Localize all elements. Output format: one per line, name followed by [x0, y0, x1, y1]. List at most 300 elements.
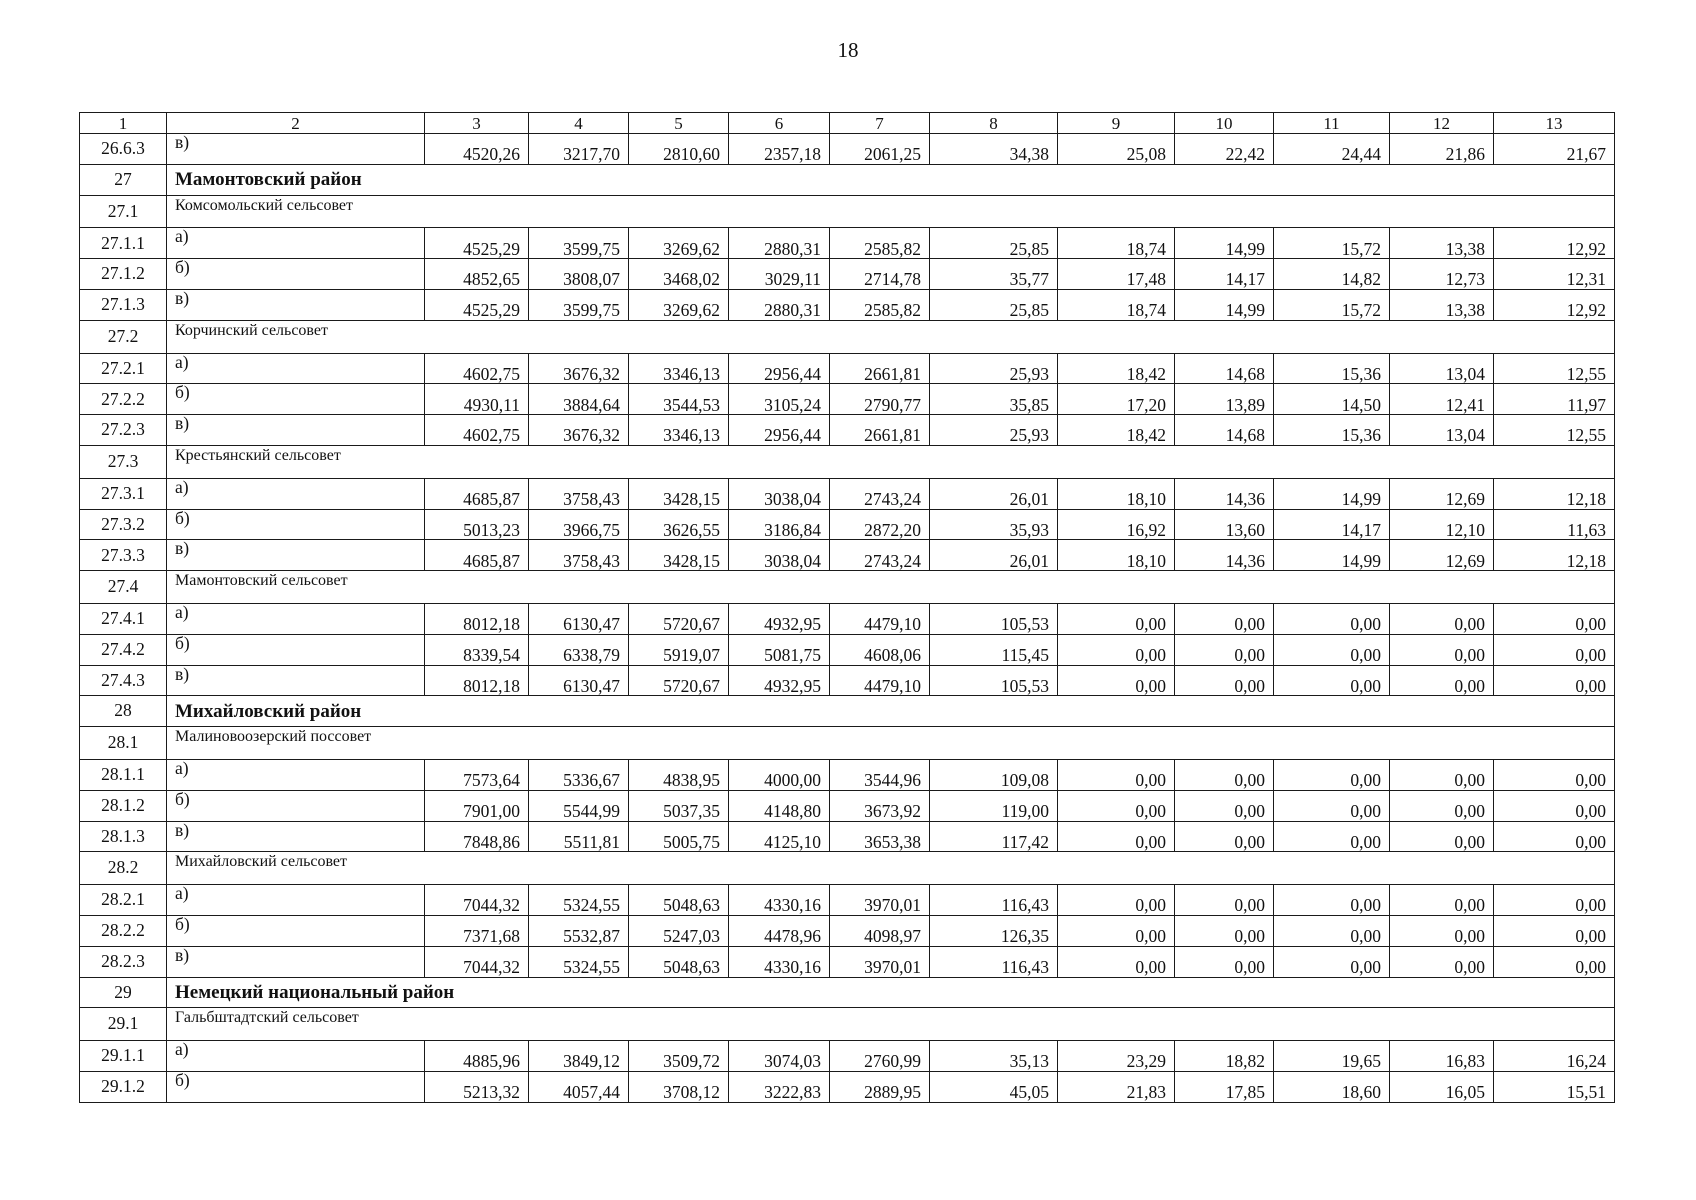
value-cell: 13,38	[1390, 228, 1494, 259]
value-cell: 105,53	[930, 665, 1058, 696]
value-cell: 4685,87	[425, 478, 529, 509]
row-code: 27.1.3	[80, 289, 167, 320]
value-cell: 5532,87	[529, 915, 629, 946]
value-cell: 0,00	[1274, 665, 1390, 696]
value-cell: 2810,60	[629, 134, 729, 165]
council-row	[80, 571, 1615, 604]
value-cell: 8012,18	[425, 603, 529, 634]
value-cell: 15,36	[1274, 415, 1390, 446]
row-letter: а)	[167, 759, 425, 790]
value-cell: 5336,67	[529, 759, 629, 790]
value-cell: 115,45	[930, 634, 1058, 665]
value-cell: 12,69	[1390, 540, 1494, 571]
district-row	[80, 696, 1615, 727]
value-cell: 0,00	[1274, 603, 1390, 634]
table-row	[80, 415, 1615, 446]
row-letter: в)	[167, 665, 425, 696]
value-cell: 0,00	[1058, 790, 1175, 821]
value-cell: 18,10	[1058, 540, 1175, 571]
value-cell: 2661,81	[830, 353, 930, 384]
row-code: 28.2	[80, 852, 167, 885]
value-cell: 4479,10	[830, 603, 930, 634]
value-cell: 0,00	[1058, 946, 1175, 977]
row-letter: б)	[167, 634, 425, 665]
value-cell: 0,00	[1058, 759, 1175, 790]
value-cell: 0,00	[1175, 759, 1274, 790]
value-cell: 18,74	[1058, 289, 1175, 320]
value-cell: 14,68	[1175, 415, 1274, 446]
value-cell: 25,08	[1058, 134, 1175, 165]
value-cell: 3758,43	[529, 478, 629, 509]
row-code: 27.2.2	[80, 384, 167, 415]
table-row	[80, 821, 1615, 852]
value-cell: 3676,32	[529, 415, 629, 446]
value-cell: 4330,16	[729, 885, 830, 916]
value-cell: 24,44	[1274, 134, 1390, 165]
value-cell: 3599,75	[529, 228, 629, 259]
table-row	[80, 946, 1615, 977]
row-letter: а)	[167, 603, 425, 634]
value-cell: 18,60	[1274, 1071, 1390, 1102]
value-cell: 4525,29	[425, 228, 529, 259]
row-code: 27.2	[80, 320, 167, 353]
value-cell: 13,04	[1390, 353, 1494, 384]
row-code: 27	[80, 164, 167, 195]
value-cell: 4685,87	[425, 540, 529, 571]
value-cell: 0,00	[1390, 885, 1494, 916]
value-cell: 34,38	[930, 134, 1058, 165]
row-code: 27.4.1	[80, 603, 167, 634]
value-cell: 12,18	[1494, 540, 1615, 571]
value-cell: 4520,26	[425, 134, 529, 165]
row-code: 27.1.2	[80, 259, 167, 290]
value-cell: 11,63	[1494, 509, 1615, 540]
row-code: 28.1.2	[80, 790, 167, 821]
table-row	[80, 134, 1615, 165]
table-row	[80, 228, 1615, 259]
value-cell: 3849,12	[529, 1041, 629, 1072]
column-number: 10	[1175, 113, 1274, 134]
value-cell: 3428,15	[629, 540, 729, 571]
row-code: 28.2.3	[80, 946, 167, 977]
row-letter: а)	[167, 353, 425, 384]
row-letter: а)	[167, 478, 425, 509]
column-number: 8	[930, 113, 1058, 134]
value-cell: 8012,18	[425, 665, 529, 696]
value-cell: 2760,99	[830, 1041, 930, 1072]
table-row	[80, 885, 1615, 916]
column-number: 5	[629, 113, 729, 134]
value-cell: 0,00	[1274, 790, 1390, 821]
value-cell: 2956,44	[729, 415, 830, 446]
value-cell: 12,55	[1494, 415, 1615, 446]
value-cell: 15,72	[1274, 228, 1390, 259]
value-cell: 116,43	[930, 946, 1058, 977]
value-cell: 21,86	[1390, 134, 1494, 165]
value-cell: 13,04	[1390, 415, 1494, 446]
row-code: 26.6.3	[80, 134, 167, 165]
value-cell: 3269,62	[629, 289, 729, 320]
row-letter: б)	[167, 259, 425, 290]
value-cell: 4932,95	[729, 665, 830, 696]
value-cell: 2585,82	[830, 228, 930, 259]
value-cell: 14,99	[1274, 540, 1390, 571]
value-cell: 3676,32	[529, 353, 629, 384]
value-cell: 0,00	[1175, 603, 1274, 634]
value-cell: 12,10	[1390, 509, 1494, 540]
value-cell: 4525,29	[425, 289, 529, 320]
value-cell: 18,74	[1058, 228, 1175, 259]
value-cell: 3509,72	[629, 1041, 729, 1072]
value-cell: 0,00	[1175, 885, 1274, 916]
district-title: Немецкий национальный район	[167, 977, 1615, 1008]
value-cell: 3884,64	[529, 384, 629, 415]
table-row	[80, 1071, 1615, 1102]
value-cell: 4852,65	[425, 259, 529, 290]
row-code: 27.4.2	[80, 634, 167, 665]
row-code: 27.3.3	[80, 540, 167, 571]
table-row	[80, 478, 1615, 509]
row-code: 28.2.2	[80, 915, 167, 946]
row-code: 28.1	[80, 727, 167, 760]
value-cell: 12,18	[1494, 478, 1615, 509]
table-row	[80, 790, 1615, 821]
value-cell: 35,93	[930, 509, 1058, 540]
value-cell: 3544,96	[830, 759, 930, 790]
value-cell: 18,10	[1058, 478, 1175, 509]
value-cell: 16,83	[1390, 1041, 1494, 1072]
value-cell: 14,99	[1274, 478, 1390, 509]
value-cell: 5048,63	[629, 946, 729, 977]
value-cell: 21,67	[1494, 134, 1615, 165]
council-row	[80, 195, 1615, 228]
value-cell: 19,65	[1274, 1041, 1390, 1072]
value-cell: 3346,13	[629, 353, 729, 384]
tariff-table	[79, 112, 1615, 1103]
column-number: 1	[80, 113, 167, 134]
district-title: Мамонтовский район	[167, 164, 1615, 195]
value-cell: 2743,24	[830, 540, 930, 571]
row-letter: б)	[167, 509, 425, 540]
council-row	[80, 852, 1615, 885]
value-cell: 17,48	[1058, 259, 1175, 290]
value-cell: 3758,43	[529, 540, 629, 571]
table-row	[80, 634, 1615, 665]
value-cell: 3599,75	[529, 289, 629, 320]
row-code: 28.2.1	[80, 885, 167, 916]
row-code: 29.1	[80, 1008, 167, 1041]
value-cell: 6338,79	[529, 634, 629, 665]
value-cell: 3544,53	[629, 384, 729, 415]
table-row	[80, 259, 1615, 290]
value-cell: 3269,62	[629, 228, 729, 259]
value-cell: 4608,06	[830, 634, 930, 665]
value-cell: 11,97	[1494, 384, 1615, 415]
row-letter: а)	[167, 228, 425, 259]
value-cell: 5037,35	[629, 790, 729, 821]
district-row	[80, 977, 1615, 1008]
value-cell: 2790,77	[830, 384, 930, 415]
column-number: 12	[1390, 113, 1494, 134]
value-cell: 16,92	[1058, 509, 1175, 540]
value-cell: 12,41	[1390, 384, 1494, 415]
column-number: 3	[425, 113, 529, 134]
value-cell: 3222,83	[729, 1071, 830, 1102]
council-title: Михайловский сельсовет	[167, 852, 1615, 885]
value-cell: 3105,24	[729, 384, 830, 415]
value-cell: 14,99	[1175, 289, 1274, 320]
council-title: Комсомольский сельсовет	[167, 195, 1615, 228]
row-letter: в)	[167, 289, 425, 320]
value-cell: 17,85	[1175, 1071, 1274, 1102]
row-code: 27.3	[80, 445, 167, 478]
value-cell: 0,00	[1494, 885, 1615, 916]
value-cell: 14,68	[1175, 353, 1274, 384]
value-cell: 7044,32	[425, 946, 529, 977]
value-cell: 3346,13	[629, 415, 729, 446]
value-cell: 0,00	[1494, 946, 1615, 977]
value-cell: 0,00	[1058, 603, 1175, 634]
value-cell: 4838,95	[629, 759, 729, 790]
value-cell: 2880,31	[729, 289, 830, 320]
row-letter: а)	[167, 1041, 425, 1072]
value-cell: 14,36	[1175, 540, 1274, 571]
value-cell: 14,17	[1175, 259, 1274, 290]
value-cell: 18,42	[1058, 415, 1175, 446]
value-cell: 15,72	[1274, 289, 1390, 320]
column-number: 7	[830, 113, 930, 134]
value-cell: 0,00	[1175, 946, 1274, 977]
value-cell: 25,85	[930, 228, 1058, 259]
value-cell: 25,85	[930, 289, 1058, 320]
value-cell: 5247,03	[629, 915, 729, 946]
value-cell: 117,42	[930, 821, 1058, 852]
value-cell: 3708,12	[629, 1071, 729, 1102]
value-cell: 26,01	[930, 478, 1058, 509]
value-cell: 105,53	[930, 603, 1058, 634]
value-cell: 3673,92	[830, 790, 930, 821]
table-row	[80, 759, 1615, 790]
value-cell: 126,35	[930, 915, 1058, 946]
value-cell: 4479,10	[830, 665, 930, 696]
value-cell: 5324,55	[529, 885, 629, 916]
page-number: 18	[837, 38, 859, 62]
value-cell: 25,93	[930, 353, 1058, 384]
value-cell: 116,43	[930, 885, 1058, 916]
table-row	[80, 353, 1615, 384]
district-row	[80, 164, 1615, 195]
value-cell: 21,83	[1058, 1071, 1175, 1102]
value-cell: 0,00	[1390, 915, 1494, 946]
value-cell: 15,51	[1494, 1071, 1615, 1102]
value-cell: 3970,01	[830, 885, 930, 916]
row-letter: в)	[167, 946, 425, 977]
table-row	[80, 1041, 1615, 1072]
value-cell: 17,20	[1058, 384, 1175, 415]
value-cell: 4000,00	[729, 759, 830, 790]
value-cell: 0,00	[1494, 603, 1615, 634]
council-title: Мамонтовский сельсовет	[167, 571, 1615, 604]
district-title: Михайловский район	[167, 696, 1615, 727]
value-cell: 3186,84	[729, 509, 830, 540]
row-code: 27.3.2	[80, 509, 167, 540]
value-cell: 0,00	[1494, 915, 1615, 946]
value-cell: 5919,07	[629, 634, 729, 665]
value-cell: 4932,95	[729, 603, 830, 634]
value-cell: 12,92	[1494, 228, 1615, 259]
value-cell: 0,00	[1390, 790, 1494, 821]
value-cell: 0,00	[1494, 759, 1615, 790]
value-cell: 2585,82	[830, 289, 930, 320]
value-cell: 7573,64	[425, 759, 529, 790]
row-letter: в)	[167, 415, 425, 446]
value-cell: 0,00	[1390, 759, 1494, 790]
value-cell: 4602,75	[425, 353, 529, 384]
value-cell: 0,00	[1058, 885, 1175, 916]
value-cell: 0,00	[1494, 665, 1615, 696]
value-cell: 0,00	[1175, 665, 1274, 696]
column-number: 4	[529, 113, 629, 134]
value-cell: 5720,67	[629, 603, 729, 634]
value-cell: 7848,86	[425, 821, 529, 852]
value-cell: 16,05	[1390, 1071, 1494, 1102]
value-cell: 0,00	[1390, 603, 1494, 634]
value-cell: 13,38	[1390, 289, 1494, 320]
council-title: Гальбштадтский сельсовет	[167, 1008, 1615, 1041]
value-cell: 2357,18	[729, 134, 830, 165]
value-cell: 12,55	[1494, 353, 1615, 384]
value-cell: 119,00	[930, 790, 1058, 821]
value-cell: 0,00	[1390, 821, 1494, 852]
value-cell: 5720,67	[629, 665, 729, 696]
value-cell: 0,00	[1274, 915, 1390, 946]
value-cell: 5213,32	[425, 1071, 529, 1102]
value-cell: 5013,23	[425, 509, 529, 540]
column-number: 6	[729, 113, 830, 134]
value-cell: 5005,75	[629, 821, 729, 852]
row-code: 27.4	[80, 571, 167, 604]
column-number: 13	[1494, 113, 1615, 134]
value-cell: 14,17	[1274, 509, 1390, 540]
table-row	[80, 603, 1615, 634]
row-code: 29	[80, 977, 167, 1008]
value-cell: 5544,99	[529, 790, 629, 821]
value-cell: 3468,02	[629, 259, 729, 290]
row-code: 27.2.1	[80, 353, 167, 384]
value-cell: 3217,70	[529, 134, 629, 165]
value-cell: 0,00	[1390, 634, 1494, 665]
value-cell: 2889,95	[830, 1071, 930, 1102]
value-cell: 26,01	[930, 540, 1058, 571]
value-cell: 0,00	[1058, 665, 1175, 696]
value-cell: 0,00	[1175, 634, 1274, 665]
value-cell: 18,42	[1058, 353, 1175, 384]
value-cell: 3626,55	[629, 509, 729, 540]
value-cell: 2872,20	[830, 509, 930, 540]
value-cell: 13,60	[1175, 509, 1274, 540]
value-cell: 0,00	[1058, 915, 1175, 946]
value-cell: 12,31	[1494, 259, 1615, 290]
value-cell: 14,99	[1175, 228, 1274, 259]
value-cell: 4125,10	[729, 821, 830, 852]
value-cell: 2880,31	[729, 228, 830, 259]
value-cell: 5081,75	[729, 634, 830, 665]
row-code: 27.1	[80, 195, 167, 228]
row-code: 29.1.2	[80, 1071, 167, 1102]
value-cell: 0,00	[1274, 821, 1390, 852]
value-cell: 0,00	[1494, 790, 1615, 821]
value-cell: 18,82	[1175, 1041, 1274, 1072]
row-letter: в)	[167, 821, 425, 852]
table-row	[80, 509, 1615, 540]
value-cell: 4602,75	[425, 415, 529, 446]
value-cell: 7044,32	[425, 885, 529, 916]
value-cell: 7901,00	[425, 790, 529, 821]
value-cell: 5048,63	[629, 885, 729, 916]
column-number-row	[80, 113, 1615, 134]
value-cell: 7371,68	[425, 915, 529, 946]
row-letter: б)	[167, 915, 425, 946]
value-cell: 6130,47	[529, 603, 629, 634]
table-row	[80, 384, 1615, 415]
value-cell: 22,42	[1175, 134, 1274, 165]
row-letter: а)	[167, 885, 425, 916]
value-cell: 4148,80	[729, 790, 830, 821]
value-cell: 12,73	[1390, 259, 1494, 290]
value-cell: 0,00	[1274, 885, 1390, 916]
value-cell: 0,00	[1274, 946, 1390, 977]
table-row	[80, 289, 1615, 320]
value-cell: 0,00	[1058, 634, 1175, 665]
council-row	[80, 727, 1615, 760]
value-cell: 35,85	[930, 384, 1058, 415]
value-cell: 4930,11	[425, 384, 529, 415]
value-cell: 5324,55	[529, 946, 629, 977]
value-cell: 2061,25	[830, 134, 930, 165]
value-cell: 2743,24	[830, 478, 930, 509]
value-cell: 0,00	[1274, 634, 1390, 665]
council-title: Малиновоозерский поссовет	[167, 727, 1615, 760]
value-cell: 35,13	[930, 1041, 1058, 1072]
value-cell: 16,24	[1494, 1041, 1615, 1072]
row-code: 28.1.3	[80, 821, 167, 852]
value-cell: 2714,78	[830, 259, 930, 290]
row-code: 28	[80, 696, 167, 727]
value-cell: 14,50	[1274, 384, 1390, 415]
value-cell: 4098,97	[830, 915, 930, 946]
value-cell: 14,36	[1175, 478, 1274, 509]
value-cell: 3029,11	[729, 259, 830, 290]
table-row	[80, 915, 1615, 946]
row-code: 27.4.3	[80, 665, 167, 696]
value-cell: 15,36	[1274, 353, 1390, 384]
council-row	[80, 320, 1615, 353]
council-row	[80, 1008, 1615, 1041]
value-cell: 3808,07	[529, 259, 629, 290]
value-cell: 35,77	[930, 259, 1058, 290]
value-cell: 109,08	[930, 759, 1058, 790]
value-cell: 4885,96	[425, 1041, 529, 1072]
value-cell: 13,89	[1175, 384, 1274, 415]
row-code: 28.1.1	[80, 759, 167, 790]
value-cell: 3074,03	[729, 1041, 830, 1072]
row-code: 27.1.1	[80, 228, 167, 259]
value-cell: 23,29	[1058, 1041, 1175, 1072]
row-letter: в)	[167, 134, 425, 165]
value-cell: 45,05	[930, 1071, 1058, 1102]
value-cell: 3966,75	[529, 509, 629, 540]
row-letter: б)	[167, 790, 425, 821]
